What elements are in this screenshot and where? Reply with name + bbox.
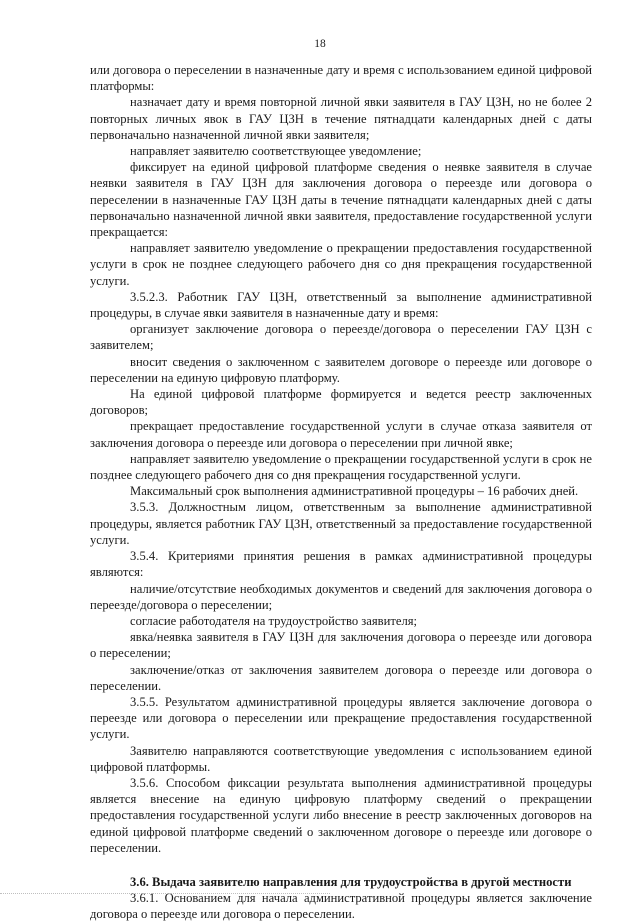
page-number: 18 bbox=[314, 38, 326, 50]
document-body bbox=[90, 62, 592, 923]
paragraph: Заявителю направляются соответствующие уведомления с использованием единой цифровой платформы. bbox=[90, 743, 592, 774]
paragraph: На единой цифровой платформе формируется и ведется реестр заключенных договоров; bbox=[90, 387, 592, 418]
paragraph: 3.5.3. Должностным лицом, ответственным за выполнение административной процедуры, является работник ГАУ ЦЗН, ответственный за предоставление государственной услуги. bbox=[90, 500, 592, 547]
paragraph: 3.6.1. Основанием для начала административной процедуры является заключение договора о переезде или договора о переселении. bbox=[90, 891, 592, 922]
paragraph: 3.5.2.3. Работник ГАУ ЦЗН, ответственный за выполнение административной процедуры, в случае явки заявителя в назначенные дату и время: bbox=[90, 289, 592, 321]
paragraph: явка/неявка заявителя в ГАУ ЦЗН для заключения договора о переезде или договора о переселении; bbox=[90, 630, 592, 661]
paragraph: заключение/отказ от заключения заявителем договора о переезде или договора о переселении. bbox=[90, 662, 592, 693]
paragraph: прекращает предоставление государственной услуги в случае отказа заявителя от заключения договора о переезде или договора о переселении при личной явке; bbox=[90, 419, 592, 450]
paragraph: наличие/отсутствие необходимых документов и сведений для заключения договора о переезде/договора о переселении; bbox=[90, 581, 592, 612]
paragraph: согласие работодателя на трудоустройство заявителя; bbox=[130, 613, 418, 628]
footer-divider bbox=[0, 893, 330, 895]
section-heading: 3.6. Выдача заявителю направления для трудоустройства в другой местности bbox=[130, 874, 572, 889]
paragraph: направляет заявителю уведомление о прекращении предоставления государственной услуги в срок не позднее следующего рабочего дня со дня прекращения государственной услуги. bbox=[90, 241, 592, 288]
paragraph: фиксирует на единой цифровой платформе сведения о неявке заявителя в случае неявки заявителя в ГАУ ЦЗН для заключения договора о переезде или договора о переселении в назначенные ГАУ ЦЗН даты в течение пятнадцати календарных дней с даты первоначально назначенной личной явки заявителя, предоставление государственной услуги прекращается: bbox=[90, 160, 592, 240]
paragraph: 3.5.5. Результатом административной процедуры является заключение договора о переезде или договора о переселении или прекращение предоставления государственной услуги. bbox=[90, 694, 592, 742]
paragraph: направляет заявителю уведомление о прекращении государственной услуги в срок не позднее следующего рабочего дня со дня прекращения государственной услуги. bbox=[90, 451, 592, 483]
paragraph: вносит сведения о заключенном с заявителем договоре о переезде или договоре о переселении на единую цифровую платформу. bbox=[90, 354, 592, 385]
paragraph: или договора о переселении в назначенные дату и время с использованием единой цифровой платформы: bbox=[90, 63, 592, 94]
paragraph: 3.5.6. Способом фиксации результата выполнения административной процедуры является внесение на единую цифровую платформу сведений о прекращении предоставления государственной услуги либо внесение в реестр заключенных договоров на единой цифровой платформе сведений о заключенном договоре о переезде или договоре о переселении. bbox=[90, 775, 592, 855]
paragraph: организует заключение договора о переезде/договора о переселении ГАУ ЦЗН с заявителем; bbox=[90, 322, 592, 353]
paragraph: направляет заявителю соответствующее уведомление; bbox=[130, 144, 422, 159]
paragraph: Максимальный срок выполнения административной процедуры – 16 рабочих дней. bbox=[130, 484, 579, 499]
paragraph: 3.5.4. Критериями принятия решения в рамках административной процедуры являются: bbox=[90, 549, 592, 580]
paragraph: назначает дату и время повторной личной явки заявителя в ГАУ ЦЗН, но не более 2 повторных личных явок в ГАУ ЦЗН в течение пятнадцати календарных дней с даты первоначально назначенной личной явки заявителя; bbox=[90, 95, 592, 142]
